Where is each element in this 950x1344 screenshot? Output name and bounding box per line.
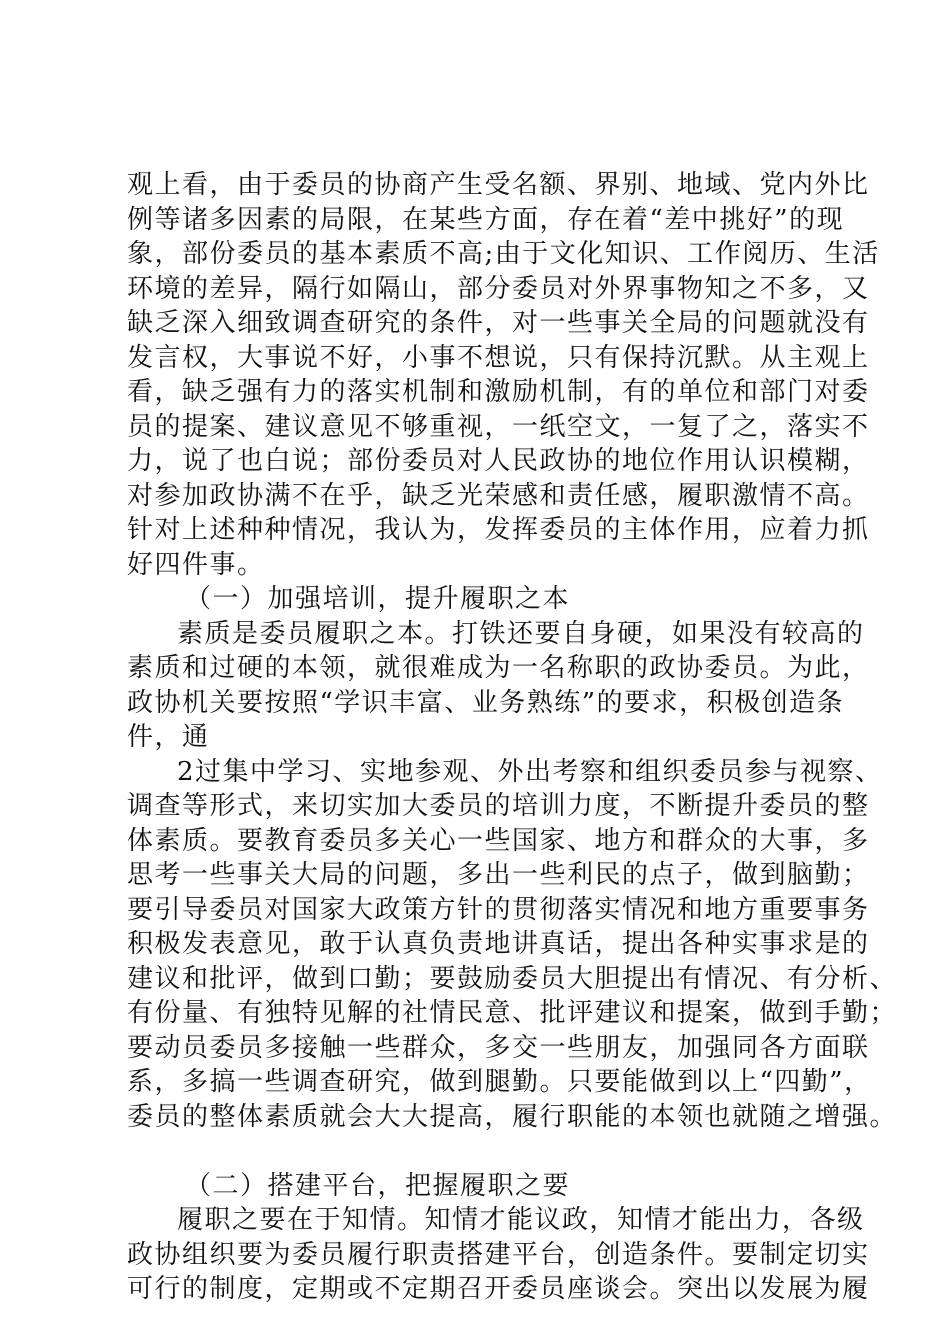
- text-line: 积极发表意见，敢于认真负责地讲真话，提出各种实事求是的: [127, 929, 870, 959]
- text-line: 思考一些事关大局的问题，多出一些利民的点子，做到脑勤；: [127, 860, 870, 890]
- blank-line: [127, 1134, 847, 1169]
- text-line: 有份量、有独特见解的社情民意、批评建议和提案，做到手勤；: [127, 998, 898, 1028]
- text-line: 看，缺乏强有力的落实机制和激励机制，有的单位和部门对委: [127, 377, 870, 407]
- text-line: 素质是委员履职之本。打铁还要自身硬，如果没有较高的: [177, 618, 865, 649]
- document-body: [127, 168, 898, 1307]
- paragraph-3: [127, 755, 898, 1135]
- text-line: 对参加政协满不在乎，缺乏光荣感和责任感，履职激情不高。: [127, 480, 870, 511]
- text-line: 素质和过硬的本领，就很难成为一名称职的政协委员。为此，: [127, 653, 870, 683]
- text-line: 调查等形式，来切实加大委员的培训力度，不断提升委员的整: [127, 791, 870, 821]
- text-line: 要动员委员多接触一些群众，多交一些朋友，加强同各方面联: [127, 1032, 870, 1063]
- text-line: 可行的制度，定期或不定期召开委员座谈会。突出以发展为履: [127, 1274, 870, 1304]
- text-line: 观上看，由于委员的协商产生受名额、界别、地域、党内外比: [127, 170, 870, 200]
- section-heading-1: （一）加强培训，提升履职之本: [185, 584, 571, 614]
- text-line: 履职之要在于知情。知情才能议政，知情才能出力，各级: [177, 1205, 865, 1235]
- text-line: 例等诸多因素的局限，在某些方面，存在着“差中挑好”的现: [127, 204, 845, 235]
- text-line: 2过集中学习、实地参观、外出考察和组织委员参与视察、: [177, 756, 883, 787]
- text-line: 体素质。要教育委员多关心一些国家、地方和群众的大事，多: [127, 825, 870, 856]
- paragraph-4: [127, 1203, 870, 1307]
- text-line: 针对上述种种情况，我认为，发挥委员的主体作用，应着力抓: [127, 515, 870, 545]
- text-line: 政协机关要按照“学识丰富、业务熟练”的要求，积极创造条: [127, 687, 845, 718]
- text-line: 建议和批评，做到口勤；要鼓励委员大胆提出有情况、有分析、: [127, 963, 898, 994]
- section-heading-2: （二）搭建平台，把握履职之要: [185, 1170, 571, 1201]
- text-line: 政协组织要为委员履行职责搭建平台，创造条件。要制定切实: [127, 1239, 870, 1270]
- text-line: 委员的整体素质就会大大提高，履行职能的本领也就随之增强。: [127, 1101, 898, 1132]
- text-line: 发言权，大事说不好，小事不想说，只有保持沉默。从主观上: [127, 342, 870, 373]
- text-line: 员的提案、建议意见不够重视，一纸空文，一复了之，落实不: [127, 411, 870, 442]
- text-line: 力，说了也白说；部份委员对人民政协的地位作用认识模糊，: [127, 446, 870, 476]
- text-line: 系，多搞一些调查研究，做到腿勤。只要能做到以上“四勤”，: [127, 1067, 872, 1097]
- text-line: 环境的差异，隔行如隔山，部分委员对外界事物知之不多，又: [127, 273, 870, 304]
- text-line: 缺乏深入细致调查研究的条件，对一些事关全局的问题就没有: [127, 308, 870, 338]
- text-line: 象，部份委员的基本素质不高;由于文化知识、工作阅历、生活: [127, 239, 880, 269]
- text-line: 要引导委员对国家大政策方针的贯彻落实情况和地方重要事务: [127, 894, 870, 925]
- paragraph-1: [127, 168, 880, 582]
- text-line: 好四件事。: [127, 549, 265, 580]
- text-line: 件，通: [127, 722, 210, 752]
- paragraph-2: [127, 617, 870, 755]
